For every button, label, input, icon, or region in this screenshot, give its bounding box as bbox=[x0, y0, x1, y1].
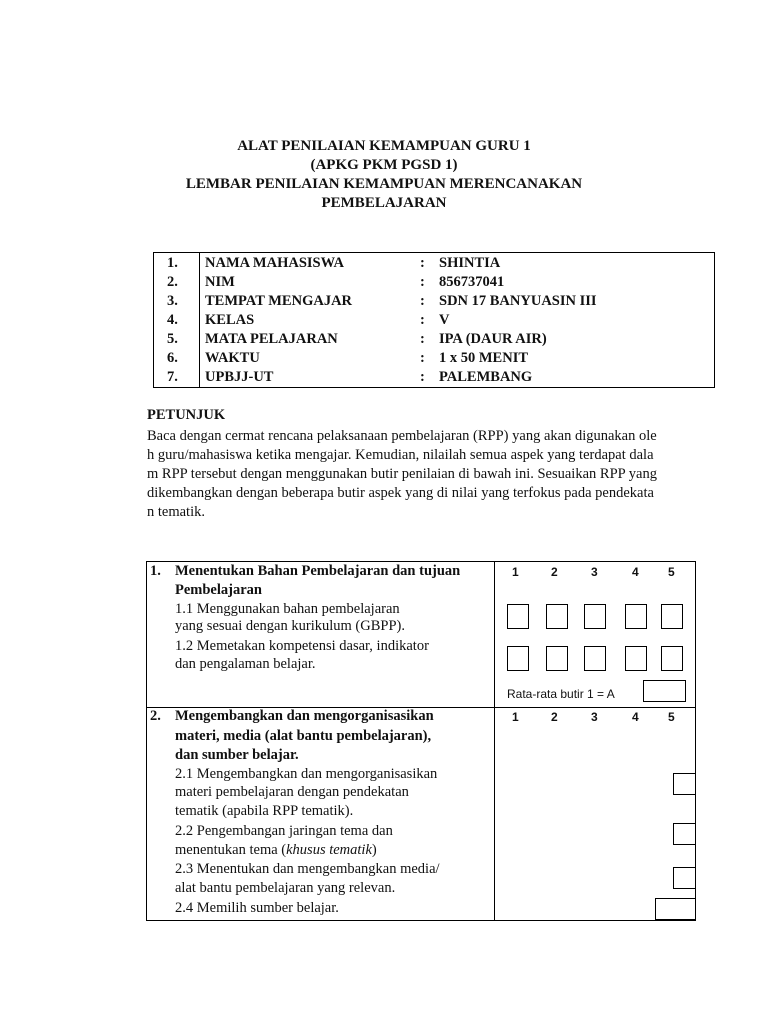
section2-number: 2. bbox=[150, 708, 161, 724]
scale-label-5: 5 bbox=[668, 565, 675, 579]
identity-row bbox=[154, 293, 714, 312]
petunjuk-line: Baca dengan cermat rencana pelaksanaan pembelajaran (RPP) yang akan digunakan ole bbox=[147, 428, 657, 444]
score-checkbox-2-4[interactable] bbox=[655, 898, 695, 920]
score-checkbox-2-3[interactable] bbox=[673, 867, 695, 889]
section2-item: 2.4 Memilih sumber belajar. bbox=[175, 900, 339, 916]
average-label: Rata-rata butir 1 = A bbox=[507, 687, 615, 701]
average-input-box[interactable] bbox=[643, 680, 686, 702]
scale-label-5: 5 bbox=[668, 710, 675, 724]
section2-heading: Mengembangkan dan mengorganisasikan bbox=[175, 708, 434, 724]
row-colon: : bbox=[420, 255, 425, 271]
row-label: NAMA MAHASISWA bbox=[205, 255, 344, 271]
row-number: 2. bbox=[167, 274, 178, 290]
section2-item: alat bantu pembelajaran yang relevan. bbox=[175, 880, 396, 896]
identity-table bbox=[153, 252, 715, 388]
assessment-column-divider bbox=[494, 562, 495, 920]
scale-label-4: 4 bbox=[632, 565, 639, 579]
score-checkbox-1-1-4[interactable] bbox=[625, 604, 647, 629]
score-checkbox-1-1-3[interactable] bbox=[584, 604, 606, 629]
scale-label-4: 4 bbox=[632, 710, 639, 724]
scale-label-3: 3 bbox=[591, 710, 598, 724]
section2-item: 2.3 Menentukan dan mengembangkan media/ bbox=[175, 861, 440, 877]
score-checkbox-1-2-3[interactable] bbox=[584, 646, 606, 671]
section2-item: materi pembelajaran dengan pendekatan bbox=[175, 784, 409, 800]
row-label: TEMPAT MENGAJAR bbox=[205, 293, 353, 309]
row-value: PALEMBANG bbox=[439, 369, 533, 385]
scale-label-2: 2 bbox=[551, 565, 558, 579]
section1-item: 1.2 Memetakan kompetensi dasar, indikator bbox=[175, 638, 429, 654]
section2-item-close: ) bbox=[371, 842, 377, 858]
scale-label-3: 3 bbox=[591, 565, 598, 579]
score-checkbox-1-2-2[interactable] bbox=[546, 646, 568, 671]
section2-item-text: menentukan tema ( bbox=[175, 842, 287, 858]
score-checkbox-1-2-4[interactable] bbox=[625, 646, 647, 671]
score-checkbox-1-2-1[interactable] bbox=[507, 646, 529, 671]
row-colon: : bbox=[420, 274, 425, 290]
row-number: 5. bbox=[167, 331, 178, 347]
scale-label-1: 1 bbox=[512, 565, 519, 579]
row-value: 1 x 50 MENIT bbox=[439, 350, 529, 366]
identity-row bbox=[154, 331, 714, 350]
scale-label-2: 2 bbox=[551, 710, 558, 724]
score-checkbox-1-1-5[interactable] bbox=[661, 604, 683, 629]
title-line-3: LEMBAR PENILAIAN KEMAMPUAN MERENCANAKAN bbox=[185, 176, 583, 192]
row-value: IPA (DAUR AIR) bbox=[439, 331, 547, 347]
identity-row bbox=[154, 255, 714, 274]
row-colon: : bbox=[420, 369, 425, 385]
section1-item: dan pengalaman belajar. bbox=[175, 656, 316, 672]
petunjuk-line: m RPP tersebut dengan menggunakan butir penilaian di bawah ini. Sesuaikan RPP yang bbox=[147, 466, 657, 482]
score-checkbox-1-1-2[interactable] bbox=[546, 604, 568, 629]
identity-row bbox=[154, 312, 714, 331]
petunjuk-line: dikembangkan dengan beberapa butir aspek yang di nilai yang terfokus pada pendekata bbox=[147, 485, 654, 501]
row-number: 3. bbox=[167, 293, 178, 309]
section2-item bbox=[175, 842, 377, 859]
row-label: MATA PELAJARAN bbox=[205, 331, 338, 347]
row-label: KELAS bbox=[205, 312, 255, 328]
row-value: SHINTIA bbox=[439, 255, 501, 271]
score-checkbox-2-2[interactable] bbox=[673, 823, 695, 845]
section2-heading-cont: dan sumber belajar. bbox=[175, 747, 299, 763]
row-colon: : bbox=[420, 331, 425, 347]
row-number: 1. bbox=[167, 255, 178, 271]
assessment-table bbox=[146, 561, 696, 921]
section1-item: 1.1 Menggunakan bahan pembelajaran bbox=[175, 601, 400, 617]
identity-row bbox=[154, 369, 714, 388]
row-value: 856737041 bbox=[439, 274, 505, 290]
row-label: UPBJJ-UT bbox=[205, 369, 274, 385]
petunjuk-line: n tematik. bbox=[147, 504, 205, 520]
petunjuk-heading: PETUNJUK bbox=[147, 407, 226, 423]
row-number: 6. bbox=[167, 350, 178, 366]
section1-number: 1. bbox=[150, 563, 161, 579]
section1-heading: Menentukan Bahan Pembelajaran dan tujuan bbox=[175, 563, 461, 579]
score-checkbox-2-1[interactable] bbox=[673, 773, 695, 795]
section2-item-khusus: khusus tematik bbox=[286, 842, 372, 858]
section1-item: yang sesuai dengan kurikulum (GBPP). bbox=[175, 618, 405, 634]
scale-label-1: 1 bbox=[512, 710, 519, 724]
section1-heading-cont: Pembelajaran bbox=[175, 582, 262, 598]
section2-heading-cont: materi, media (alat bantu pembelajaran), bbox=[175, 728, 432, 744]
row-number: 7. bbox=[167, 369, 178, 385]
row-colon: : bbox=[420, 350, 425, 366]
row-label: NIM bbox=[205, 274, 235, 290]
row-label: WAKTU bbox=[205, 350, 260, 366]
score-checkbox-1-1-1[interactable] bbox=[507, 604, 529, 629]
title-line-1: ALAT PENILAIAN KEMAMPUAN GURU 1 bbox=[237, 138, 531, 154]
title-line-2: (APKG PKM PGSD 1) bbox=[310, 157, 458, 173]
row-colon: : bbox=[420, 312, 425, 328]
title-line-4: PEMBELAJARAN bbox=[321, 195, 447, 211]
petunjuk-line: h guru/mahasiswa ketika mengajar. Kemudian, nilailah semua aspek yang terdapat dala bbox=[147, 447, 654, 463]
identity-row bbox=[154, 274, 714, 293]
row-number: 4. bbox=[167, 312, 178, 328]
row-colon: : bbox=[420, 293, 425, 309]
section2-item: 2.2 Pengembangan jaringan tema dan bbox=[175, 823, 393, 839]
section2-item: tematik (apabila RPP tematik). bbox=[175, 803, 354, 819]
row-value: V bbox=[439, 312, 450, 328]
score-checkbox-1-2-5[interactable] bbox=[661, 646, 683, 671]
identity-row bbox=[154, 350, 714, 369]
row-value: SDN 17 BANYUASIN III bbox=[439, 293, 597, 309]
section2-item: 2.1 Mengembangkan dan mengorganisasikan bbox=[175, 766, 438, 782]
